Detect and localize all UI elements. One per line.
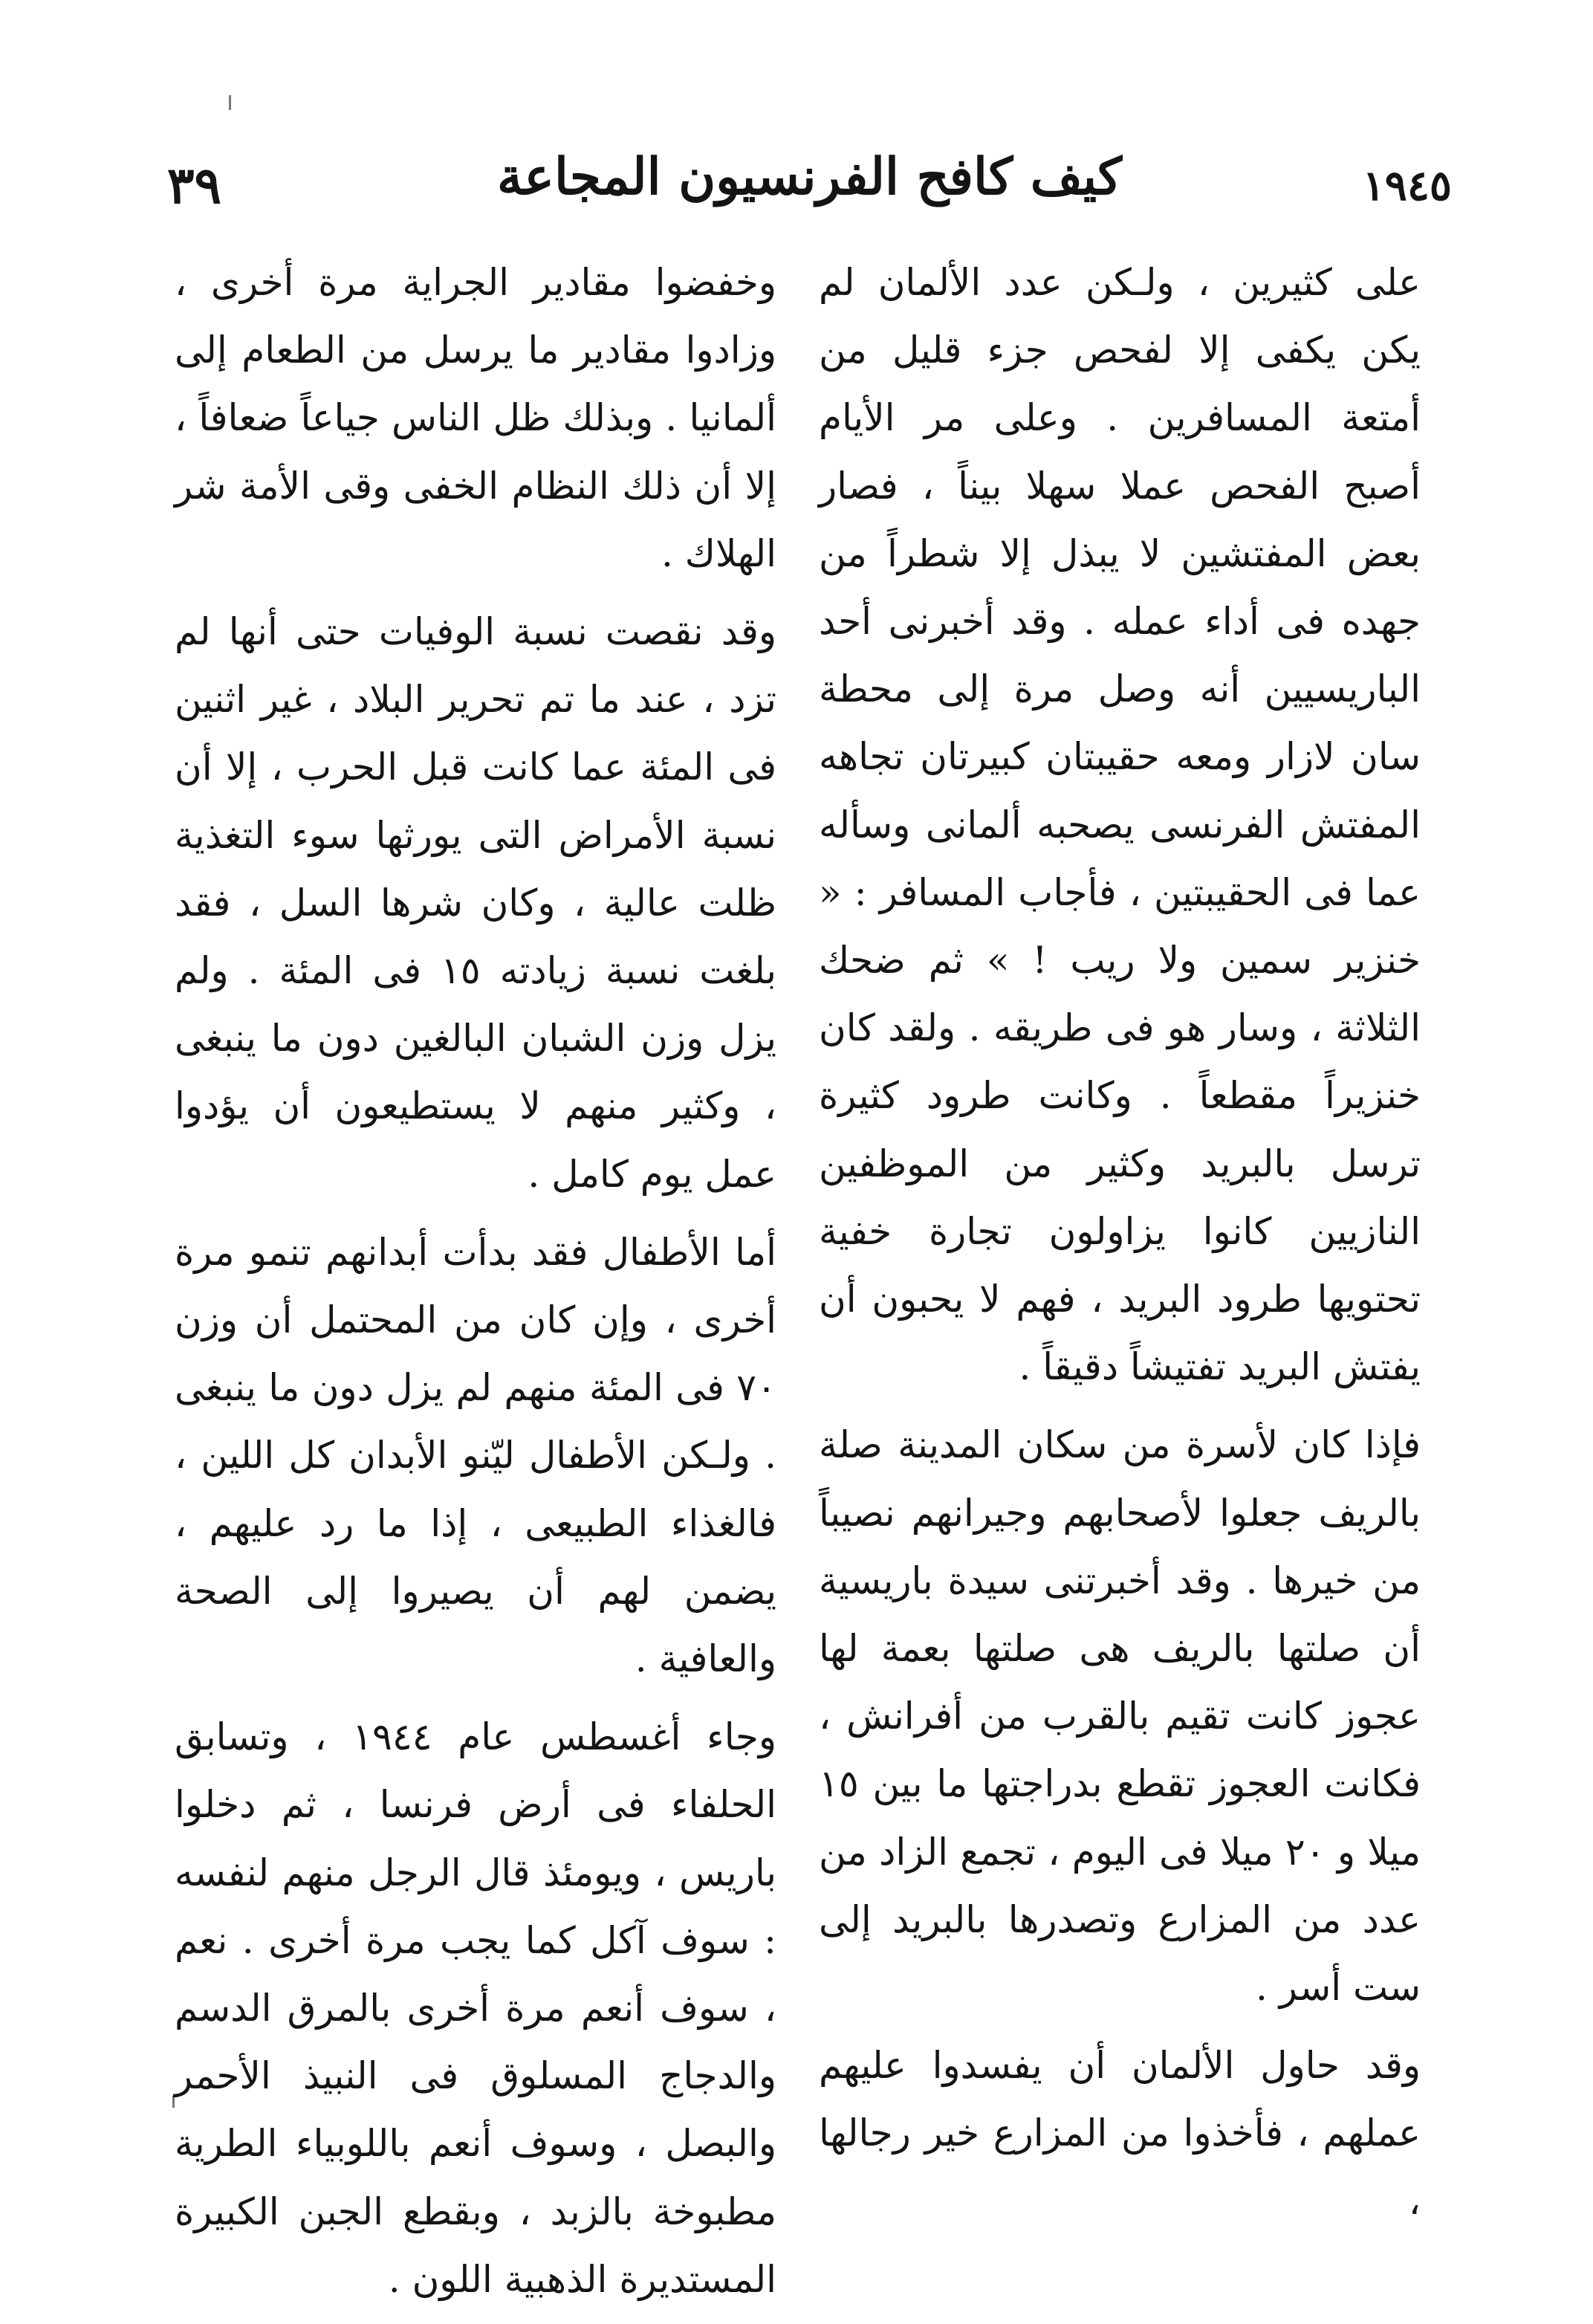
running-title: كيف كافح الفرنسيون المجاعة <box>496 147 1123 207</box>
paragraph: على كثيرين ، ولـكن عدد الألمان لم يكن يكفى إلا لفحص جزء قليل من أمتعة المسافرين . وعلى مر الأيام أصبح الفحص عملا سهلا بيناً ، فصار بعض المفتشين لا يبذل إلا شطراً من جهده فى أداء عمله . وقد أخبرنى أحد الباريسيين أنه وصل مرة إلى محطة سان لازار ومعه حقيبتان كبيرتان تجاهه المفتش الفرنسى يصحبه ألمانى وسأله عما فى الحقيبتين ، فأجاب المسافر : « خنزير سمين ولا ريب ! » ثم ضحك الثلاثة ، وسار هو فى طريقه . ولقد كان خنزيراً مقطعاً . وكانت طرود كثيرة ترسل بالبريد وكثير من الموظفين النازيين كانوا يزاولون تجارة خفية تحتويها طرود البريد ، فهم لا يحبون أن يفتش البريد تفتيشاً دقيقاً . <box>819 261 1421 1389</box>
paragraph: وقد نقصت نسبة الوفيات حتى أنها لم تزد ، عند ما تم تحرير البلاد ، غير اثنين فى المئة عما كانت قبل الحرب ، إلا أن نسبة الأمراض التى يورثها سوء التغذية ظلت عالية ، وكان شرها السل ، فقد بلغت نسبة زيادته ١٥ فى المئة . ولم يزل وزن الشبان البالغين دون ما ينبغى ، وكثير منهم لا يستطيعون أن يؤدوا عمل يوم كامل . <box>175 610 776 1196</box>
scan-mark <box>229 95 231 110</box>
paragraph: وجاء أغسطس عام ١٩٤٤ ، وتسابق الحلفاء فى أرض فرنسا ، ثم دخلوا باريس ، ويومئذ قال الرجل منهم لنفسه : سوف آكل كما يجب مرة أخرى . نعم ، سوف أنعم مرة أخرى بالمرق الدسم والدجاج المسلوق فى النبيذ الأحمر والبصل ، وسوف أنعم باللوبياء الطرية مطبوخة بالزبد ، وبقطع الجبن الكبيرة المستديرة الذهبية اللون . <box>175 1715 776 2301</box>
paragraph: وخفضوا مقادير الجراية مرة أخرى ، وزادوا مقادير ما يرسل من الطعام إلى ألمانيا . وبذلك ظل الناس جياعاً ضعافاً ، إلا أن ذلك النظام الخفى وقى الأمة شر الهلاك . <box>175 261 776 575</box>
paragraph: أما الأطفال فقد بدأت أبدانهم تنمو مرة أخرى ، وإن كان من المحتمل أن وزن ٧٠ فى المئة منهم لم يزل دون ما ينبغى . ولـكن الأطفال ليّنو الأبدان كل اللين ، فالغذاء الطبيعى ، إذا ما رد عليهم ، يضمن لهم أن يصيروا إلى الصحة والعافية . <box>175 1230 776 1681</box>
paragraph: وقد حاول الألمان أن يفسدوا عليهم عملهم ، فأخذوا من المزارع خير رجالها ، <box>819 2044 1421 2223</box>
running-header <box>167 146 1452 227</box>
paragraph: فإذا كان لأسرة من سكان المدينة صلة بالريف جعلوا لأصحابهم وجيرانهم نصيباً من خيرها . وقد أخبرتنى سيدة باريسية أن صلتها بالريف هى صلتها بعمة لها عجوز كانت تقيم بالقرب من أفرانش ، فكانت العجوز تقطع بدراجتها ما بين ١٥ ميلا و ٢٠ ميلا فى اليوم ، تجمع الزاد من عدد من المزارع وتصدرها بالبريد إلى ست أسر . <box>819 1423 1421 2010</box>
header-year: ١٩٤٥ <box>1362 161 1452 210</box>
left-column <box>175 249 776 2324</box>
right-column <box>819 249 1421 2246</box>
page-number: ٣٩ <box>167 156 222 216</box>
